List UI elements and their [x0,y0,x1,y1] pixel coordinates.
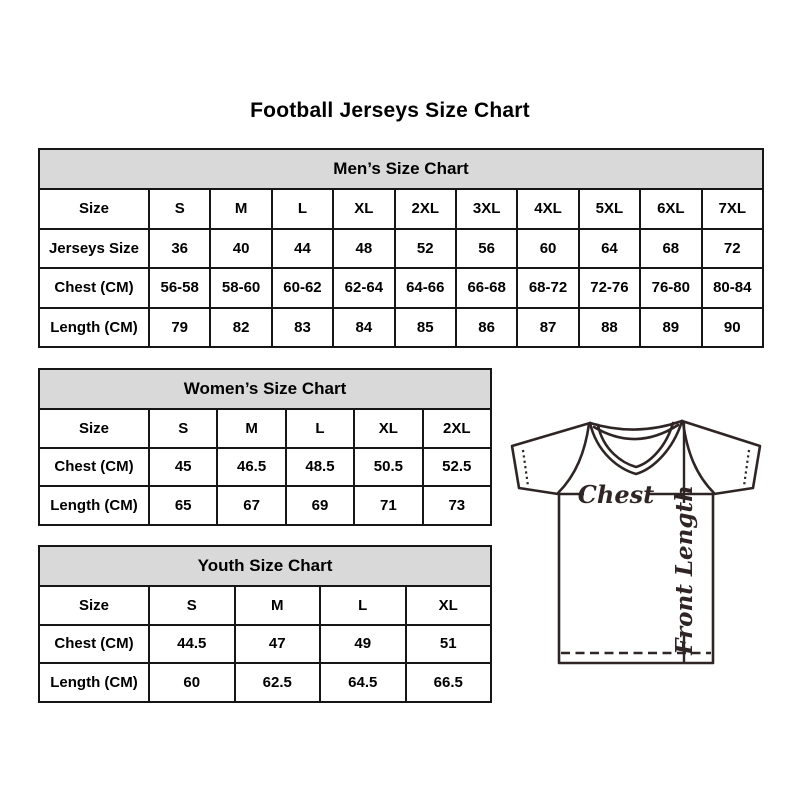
value-cell: 5XL [579,189,640,229]
value-cell: 56 [456,229,517,269]
value-cell: 66-68 [456,268,517,308]
value-cell: 76-80 [640,268,701,308]
womens-size-table [38,368,492,526]
jersey-right-armhole-seam [683,422,714,493]
value-cell: 86 [456,308,517,348]
value-cell: 7XL [702,189,763,229]
table-row [39,189,763,229]
value-cell: L [320,586,406,625]
row-label-cell: Size [39,409,149,448]
row-label-cell: Size [39,586,149,625]
table-row [39,308,763,348]
value-cell: 48 [333,229,394,269]
value-cell: M [235,586,321,625]
table-row [39,625,491,664]
value-cell: 64-66 [395,268,456,308]
value-cell: 2XL [395,189,456,229]
value-cell: 72-76 [579,268,640,308]
value-cell: S [149,409,217,448]
value-cell: 44.5 [149,625,235,664]
jersey-diagram-svg [504,414,772,670]
value-cell: 85 [395,308,456,348]
value-cell: 60-62 [272,268,333,308]
value-cell: 4XL [517,189,578,229]
value-cell: 62-64 [333,268,394,308]
left-cuff-stitch-line [523,450,528,486]
value-cell: 46.5 [217,448,285,487]
value-cell: L [272,189,333,229]
value-cell: XL [354,409,422,448]
value-cell: 69 [286,486,354,525]
value-cell: 88 [579,308,640,348]
value-cell: XL [333,189,394,229]
jersey-collar-back-arc [590,421,682,430]
row-label-cell: Size [39,189,149,229]
value-cell: 58-60 [210,268,271,308]
value-cell: 64.5 [320,663,406,702]
value-cell: 49 [320,625,406,664]
row-label-cell: Length (CM) [39,663,149,702]
value-cell: 60 [517,229,578,269]
value-cell: 45 [149,448,217,487]
value-cell: 50.5 [354,448,422,487]
value-cell: 60 [149,663,235,702]
size-table [38,148,764,348]
row-label-cell: Chest (CM) [39,448,149,487]
value-cell: 64 [579,229,640,269]
youth-size-table [38,545,492,703]
right-cuff-stitch-line [744,450,749,486]
table-row [39,229,763,269]
size-table [38,545,492,703]
value-cell: 51 [406,625,492,664]
value-cell: 68 [640,229,701,269]
table-row [39,448,491,487]
jersey-outline [512,421,760,663]
value-cell: 84 [333,308,394,348]
value-cell: 40 [210,229,271,269]
value-cell: 73 [423,486,491,525]
value-cell: 65 [149,486,217,525]
table-row [39,409,491,448]
value-cell: 80-84 [702,268,763,308]
table-row [39,663,491,702]
table-row [39,486,491,525]
mens-size-table [38,148,764,348]
value-cell: 62.5 [235,663,321,702]
row-label-cell: Jerseys Size [39,229,149,269]
row-label-cell: Length (CM) [39,308,149,348]
table-row [39,586,491,625]
table-title: Men’s Size Chart [39,149,763,189]
value-cell: 47 [235,625,321,664]
value-cell: M [210,189,271,229]
value-cell: 52.5 [423,448,491,487]
value-cell: M [217,409,285,448]
value-cell: 2XL [423,409,491,448]
row-label-cell: Chest (CM) [39,625,149,664]
value-cell: 6XL [640,189,701,229]
value-cell: 90 [702,308,763,348]
table-title: Women’s Size Chart [39,369,491,409]
value-cell: 36 [149,229,210,269]
value-cell: 87 [517,308,578,348]
value-cell: S [149,189,210,229]
value-cell: 68-72 [517,268,578,308]
value-cell: XL [406,586,492,625]
value-cell: 89 [640,308,701,348]
table-title: Youth Size Chart [39,546,491,586]
value-cell: 44 [272,229,333,269]
value-cell: 67 [217,486,285,525]
value-cell: 52 [395,229,456,269]
chest-label: Chest [577,480,655,509]
value-cell: L [286,409,354,448]
jersey-measurement-diagram [504,414,772,670]
front-length-label: Front Length [671,485,698,655]
value-cell: 79 [149,308,210,348]
value-cell: 71 [354,486,422,525]
value-cell: S [149,586,235,625]
table-row [39,268,763,308]
value-cell: 83 [272,308,333,348]
row-label-cell: Length (CM) [39,486,149,525]
value-cell: 82 [210,308,271,348]
size-table [38,368,492,526]
value-cell: 3XL [456,189,517,229]
page-title: Football Jerseys Size Chart [250,99,530,122]
value-cell: 72 [702,229,763,269]
value-cell: 66.5 [406,663,492,702]
value-cell: 48.5 [286,448,354,487]
row-label-cell: Chest (CM) [39,268,149,308]
value-cell: 56-58 [149,268,210,308]
